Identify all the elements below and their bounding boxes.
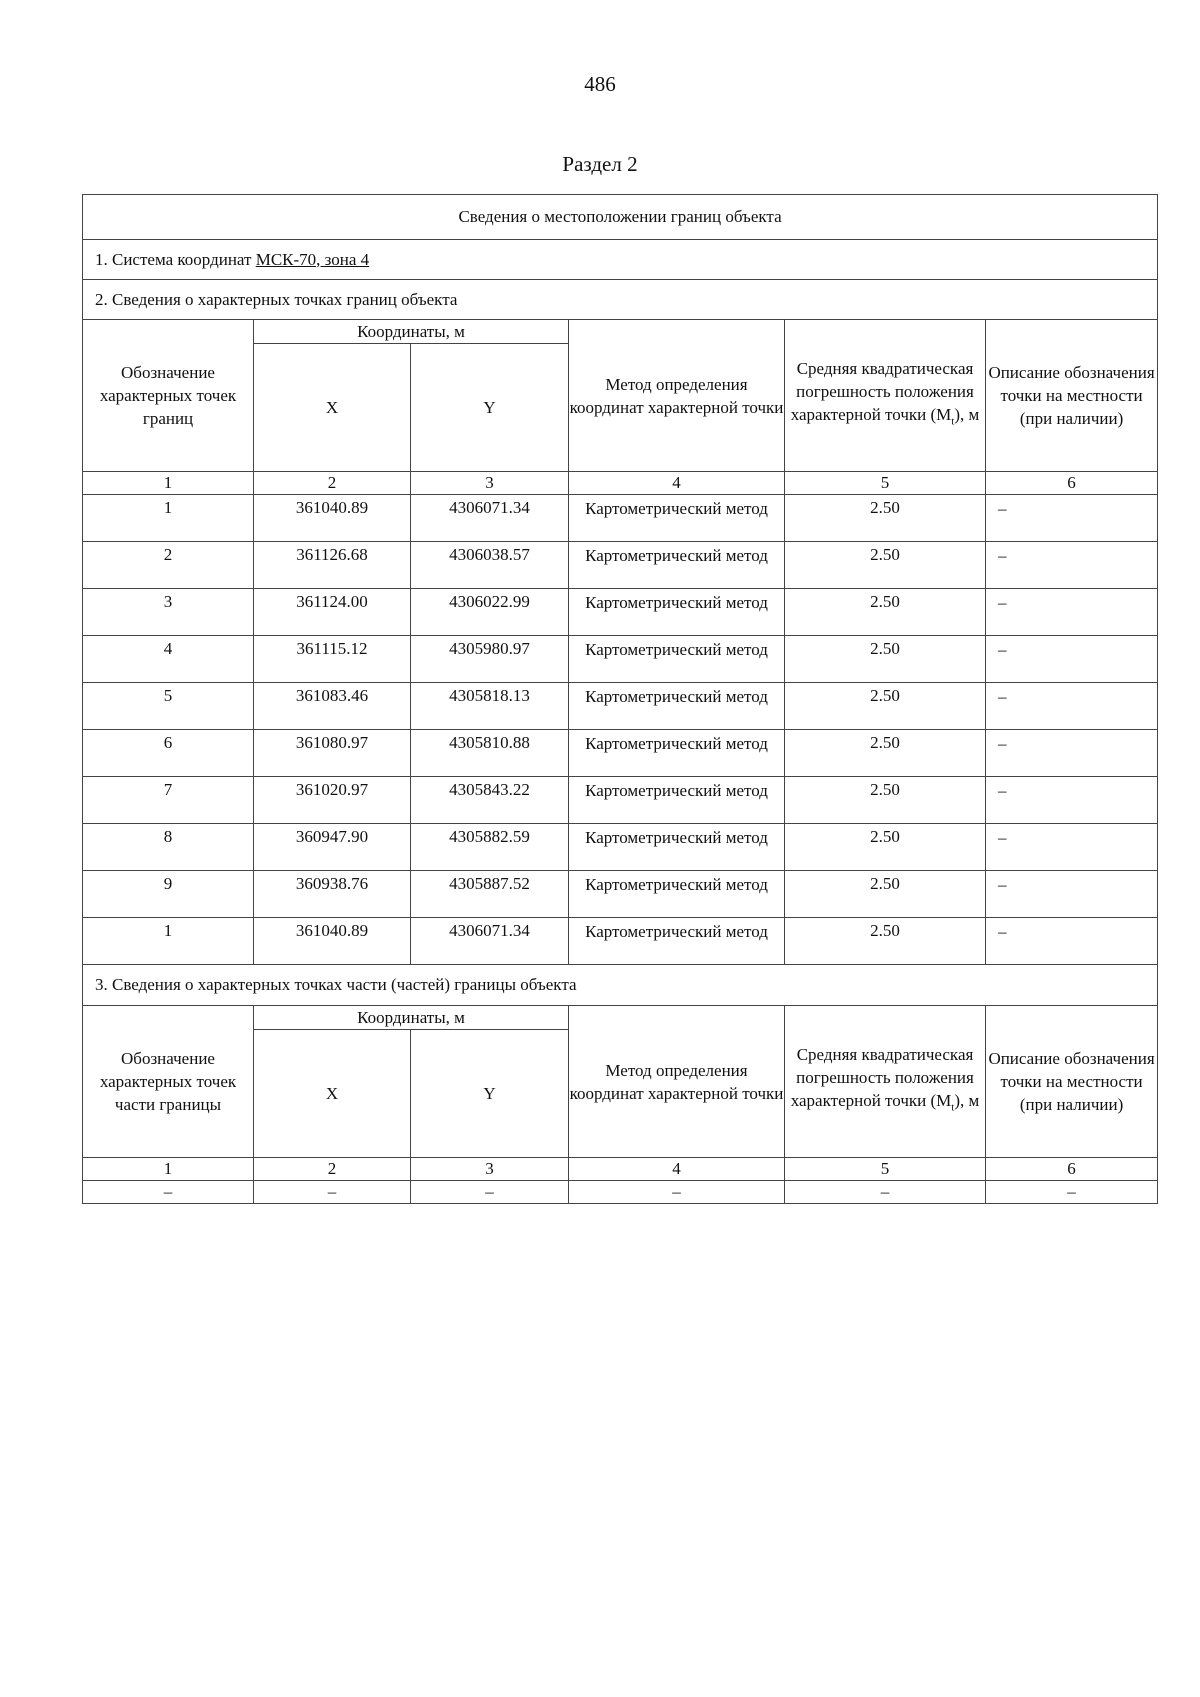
point-y: 4306071.34 bbox=[411, 918, 569, 965]
point-x: 361126.68 bbox=[254, 542, 411, 589]
point-description: – bbox=[986, 589, 1158, 636]
point-error: 2.50 bbox=[785, 589, 986, 636]
table-row bbox=[83, 589, 1158, 636]
point-id: 9 bbox=[83, 871, 254, 918]
header-error bbox=[785, 1006, 986, 1158]
point-x: 361040.89 bbox=[254, 495, 411, 542]
header-description: Описание обозначения точки на местности (при наличии) bbox=[986, 320, 1158, 472]
column-number: 4 bbox=[569, 1158, 785, 1181]
column-number: 1 bbox=[83, 472, 254, 495]
point-description: – bbox=[986, 918, 1158, 965]
point-method: Картометрический метод bbox=[569, 589, 785, 636]
table-row bbox=[83, 636, 1158, 683]
header-description: Описание обозначения точки на местности (при наличии) bbox=[986, 1006, 1158, 1158]
point-error: 2.50 bbox=[785, 824, 986, 871]
header-method: Метод определения координат характерной точки bbox=[569, 320, 785, 472]
header-point-designation-part: Обозначение характерных точек части границы bbox=[83, 1006, 254, 1158]
point-y: 4305882.59 bbox=[411, 824, 569, 871]
header-error-prefix: Средняя квадратическая погрешность положения характерной точки (M bbox=[790, 1045, 974, 1111]
table-row bbox=[83, 495, 1158, 542]
table-row bbox=[83, 683, 1158, 730]
point-method: Картометрический метод bbox=[569, 777, 785, 824]
empty-cell: – bbox=[83, 1181, 254, 1204]
header-coordinates: Координаты, м bbox=[254, 1006, 569, 1030]
point-method: Картометрический метод bbox=[569, 636, 785, 683]
header-coordinates: Координаты, м bbox=[254, 320, 569, 344]
section-title: Раздел 2 bbox=[562, 152, 638, 176]
boundaries-table bbox=[82, 194, 1158, 1204]
column-number: 5 bbox=[785, 472, 986, 495]
point-method: Картометрический метод bbox=[569, 918, 785, 965]
point-error: 2.50 bbox=[785, 777, 986, 824]
column-number: 2 bbox=[254, 1158, 411, 1181]
point-description: – bbox=[986, 683, 1158, 730]
point-id: 5 bbox=[83, 683, 254, 730]
point-id: 7 bbox=[83, 777, 254, 824]
point-id: 1 bbox=[83, 495, 254, 542]
point-y: 4305843.22 bbox=[411, 777, 569, 824]
point-description: – bbox=[986, 777, 1158, 824]
column-number: 3 bbox=[411, 1158, 569, 1181]
point-id: 1 bbox=[83, 918, 254, 965]
point-y: 4305810.88 bbox=[411, 730, 569, 777]
point-x: 361083.46 bbox=[254, 683, 411, 730]
point-error: 2.50 bbox=[785, 542, 986, 589]
point-x: 361115.12 bbox=[254, 636, 411, 683]
point-description: – bbox=[986, 636, 1158, 683]
point-error: 2.50 bbox=[785, 683, 986, 730]
empty-cell: – bbox=[569, 1181, 785, 1204]
point-x: 360938.76 bbox=[254, 871, 411, 918]
point-id: 3 bbox=[83, 589, 254, 636]
point-description: – bbox=[986, 871, 1158, 918]
header-error-suffix: ), м bbox=[954, 1091, 980, 1111]
point-y: 4306071.34 bbox=[411, 495, 569, 542]
point-y: 4305980.97 bbox=[411, 636, 569, 683]
header-x: X bbox=[254, 344, 411, 472]
point-method: Картометрический метод bbox=[569, 683, 785, 730]
point-method: Картометрический метод bbox=[569, 730, 785, 777]
point-id: 6 bbox=[83, 730, 254, 777]
coord-system-label: 1. Система координат bbox=[95, 249, 256, 269]
column-number: 6 bbox=[986, 472, 1158, 495]
point-description: – bbox=[986, 730, 1158, 777]
section3-title: 3. Сведения о характерных точках части (частей) границы объекта bbox=[83, 965, 1158, 1006]
table-title: Сведения о местоположении границ объекта bbox=[83, 195, 1158, 240]
point-x: 361020.97 bbox=[254, 777, 411, 824]
header-error-suffix: ), м bbox=[954, 405, 980, 425]
point-x: 361124.00 bbox=[254, 589, 411, 636]
table-row bbox=[83, 824, 1158, 871]
table-row bbox=[83, 871, 1158, 918]
table-row bbox=[83, 777, 1158, 824]
point-y: 4306022.99 bbox=[411, 589, 569, 636]
table-row bbox=[83, 918, 1158, 965]
column-number: 1 bbox=[83, 1158, 254, 1181]
header-y: Y bbox=[411, 1030, 569, 1158]
column-number: 3 bbox=[411, 472, 569, 495]
header-error-prefix: Средняя квадратическая погрешность положения характерной точки (M bbox=[790, 359, 974, 425]
point-error: 2.50 bbox=[785, 495, 986, 542]
coord-system-value: МСК-70, зона 4 bbox=[255, 249, 370, 269]
point-id: 8 bbox=[83, 824, 254, 871]
table-row bbox=[83, 730, 1158, 777]
point-method: Картометрический метод bbox=[569, 824, 785, 871]
header-method: Метод определения координат характерной точки bbox=[569, 1006, 785, 1158]
empty-cell: – bbox=[986, 1181, 1158, 1204]
header-y: Y bbox=[411, 344, 569, 472]
page-number: 486 bbox=[584, 72, 616, 96]
point-y: 4305887.52 bbox=[411, 871, 569, 918]
empty-cell: – bbox=[411, 1181, 569, 1204]
column-number: 2 bbox=[254, 472, 411, 495]
header-error-sub: t bbox=[951, 415, 955, 428]
point-id: 4 bbox=[83, 636, 254, 683]
point-x: 361040.89 bbox=[254, 918, 411, 965]
empty-cell: – bbox=[785, 1181, 986, 1204]
point-x: 361080.97 bbox=[254, 730, 411, 777]
point-description: – bbox=[986, 824, 1158, 871]
column-numbers-row bbox=[83, 472, 1158, 495]
point-method: Картометрический метод bbox=[569, 495, 785, 542]
header-error bbox=[785, 320, 986, 472]
empty-data-row bbox=[83, 1181, 1158, 1204]
column-number: 6 bbox=[986, 1158, 1158, 1181]
point-error: 2.50 bbox=[785, 730, 986, 777]
section2-title: 2. Сведения о характерных точках границ объекта bbox=[83, 280, 1158, 320]
point-id: 2 bbox=[83, 542, 254, 589]
point-description: – bbox=[986, 542, 1158, 589]
coord-system bbox=[83, 240, 1158, 280]
column-numbers-row bbox=[83, 1158, 1158, 1181]
header-point-designation: Обозначение характерных точек границ bbox=[83, 320, 254, 472]
point-method: Картометрический метод bbox=[569, 871, 785, 918]
header-error-sub: t bbox=[951, 1101, 955, 1114]
header-x: X bbox=[254, 1030, 411, 1158]
point-method: Картометрический метод bbox=[569, 542, 785, 589]
point-error: 2.50 bbox=[785, 636, 986, 683]
point-description: – bbox=[986, 495, 1158, 542]
table-row bbox=[83, 542, 1158, 589]
point-x: 360947.90 bbox=[254, 824, 411, 871]
empty-cell: – bbox=[254, 1181, 411, 1204]
point-error: 2.50 bbox=[785, 918, 986, 965]
point-error: 2.50 bbox=[785, 871, 986, 918]
column-number: 5 bbox=[785, 1158, 986, 1181]
point-y: 4305818.13 bbox=[411, 683, 569, 730]
point-y: 4306038.57 bbox=[411, 542, 569, 589]
column-number: 4 bbox=[569, 472, 785, 495]
